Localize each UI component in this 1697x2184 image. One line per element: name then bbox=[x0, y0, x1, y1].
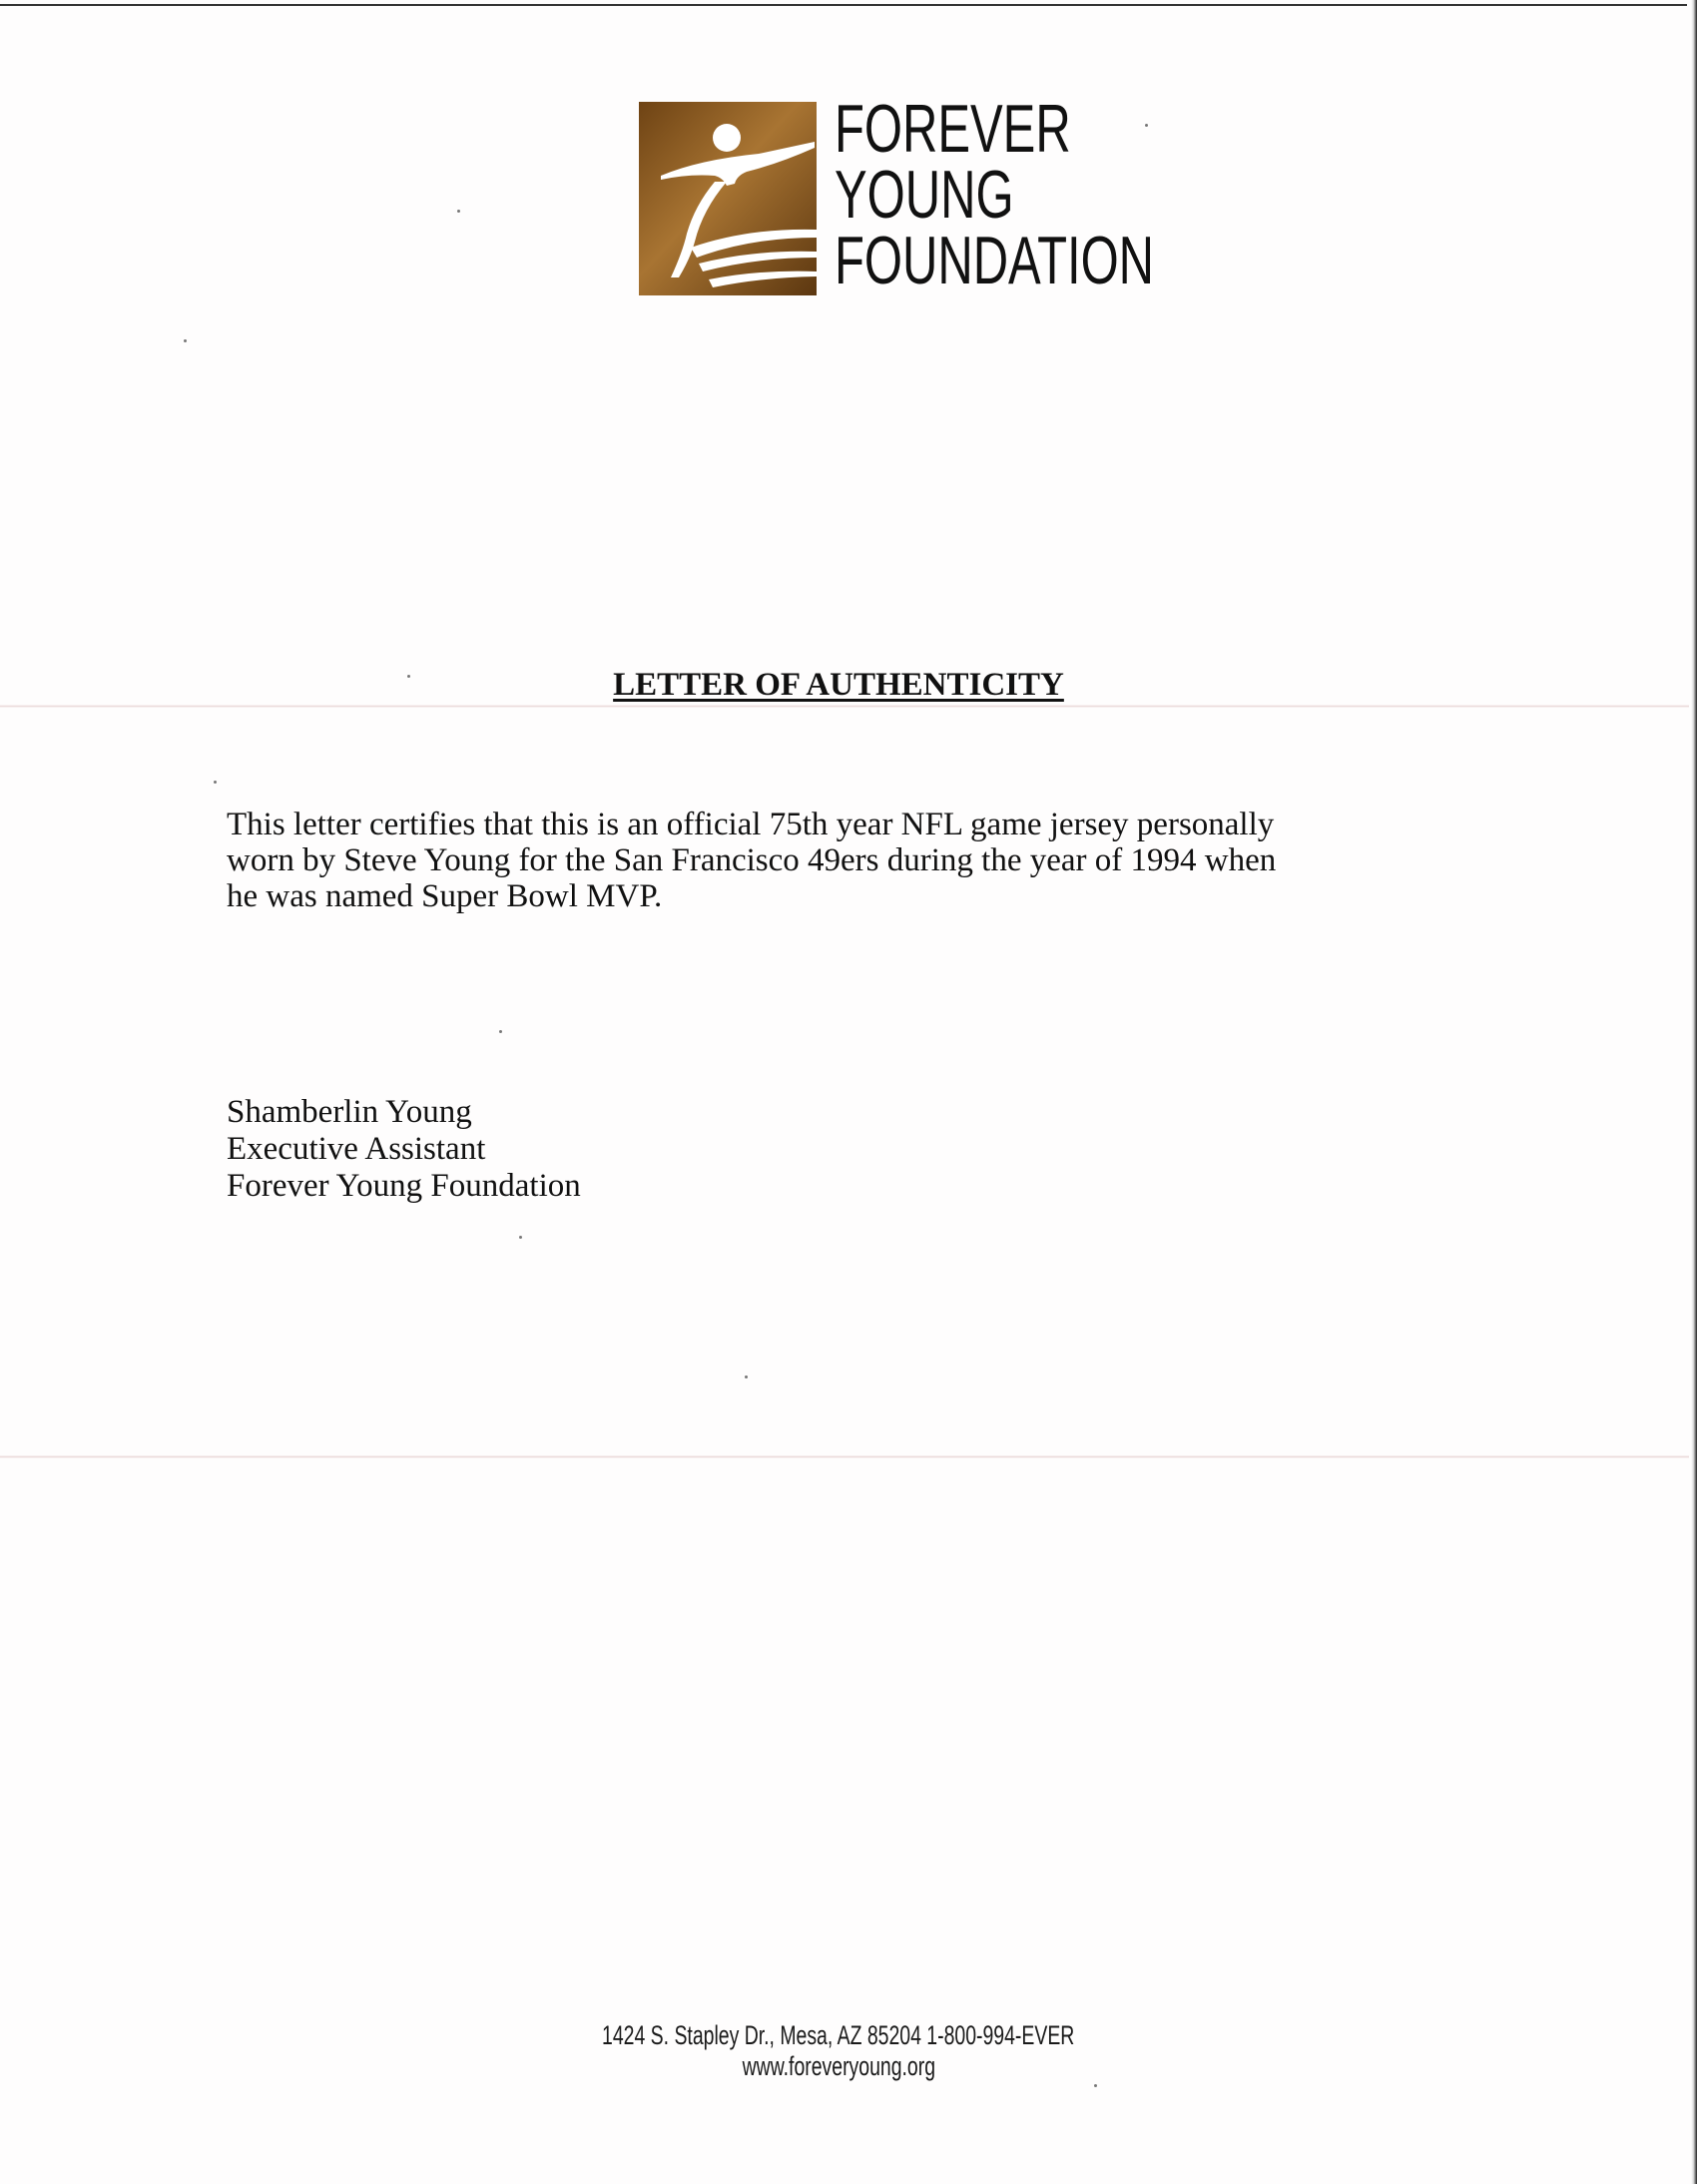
scan-right-edge bbox=[1691, 0, 1697, 2184]
body-line: he was named Super Bowl MVP. bbox=[227, 878, 663, 914]
scan-speck bbox=[1145, 124, 1148, 127]
scan-speck bbox=[519, 1236, 522, 1239]
foundation-letterhead bbox=[639, 91, 1155, 301]
footer-address: 1424 S. Stapley Dr., Mesa, AZ 85204 1-800-994-EVER bbox=[602, 2020, 1075, 2050]
scan-speck bbox=[407, 675, 410, 678]
scan-top-edge bbox=[0, 4, 1687, 6]
foundation-name-line: YOUNG bbox=[835, 157, 1014, 233]
scan-speck bbox=[214, 781, 217, 784]
scan-speck bbox=[184, 339, 187, 342]
body-line: worn by Steve Young for the San Francisco 49ers during the year of 1994 when bbox=[227, 842, 1277, 878]
letterhead-footer bbox=[0, 2020, 1677, 2082]
body-line: This letter certifies that this is an official 75th year NFL game jersey personally bbox=[227, 807, 1275, 842]
signature-block bbox=[227, 1094, 581, 1205]
footer-website: www.foreveryoung.org bbox=[742, 2051, 935, 2081]
scan-speck bbox=[745, 1375, 748, 1378]
foundation-name-line: FOREVER bbox=[835, 91, 1071, 167]
paper-fold-line bbox=[0, 705, 1689, 708]
scan-speck bbox=[1094, 2084, 1097, 2087]
foundation-figure-icon bbox=[639, 102, 817, 295]
foundation-name-line: FOUNDATION bbox=[835, 223, 1155, 298]
letter-body bbox=[227, 807, 1424, 914]
document-title bbox=[0, 667, 1677, 704]
foundation-name bbox=[835, 91, 1155, 298]
signer-organization: Forever Young Foundation bbox=[227, 1168, 581, 1204]
scan-speck bbox=[457, 210, 460, 213]
signer-role: Executive Assistant bbox=[227, 1131, 486, 1167]
document-title-text: LETTER OF AUTHENTICITY bbox=[613, 667, 1064, 703]
signer-name: Shamberlin Young bbox=[227, 1094, 472, 1130]
scan-speck bbox=[499, 1030, 502, 1033]
paper-fold-line bbox=[0, 1455, 1689, 1458]
